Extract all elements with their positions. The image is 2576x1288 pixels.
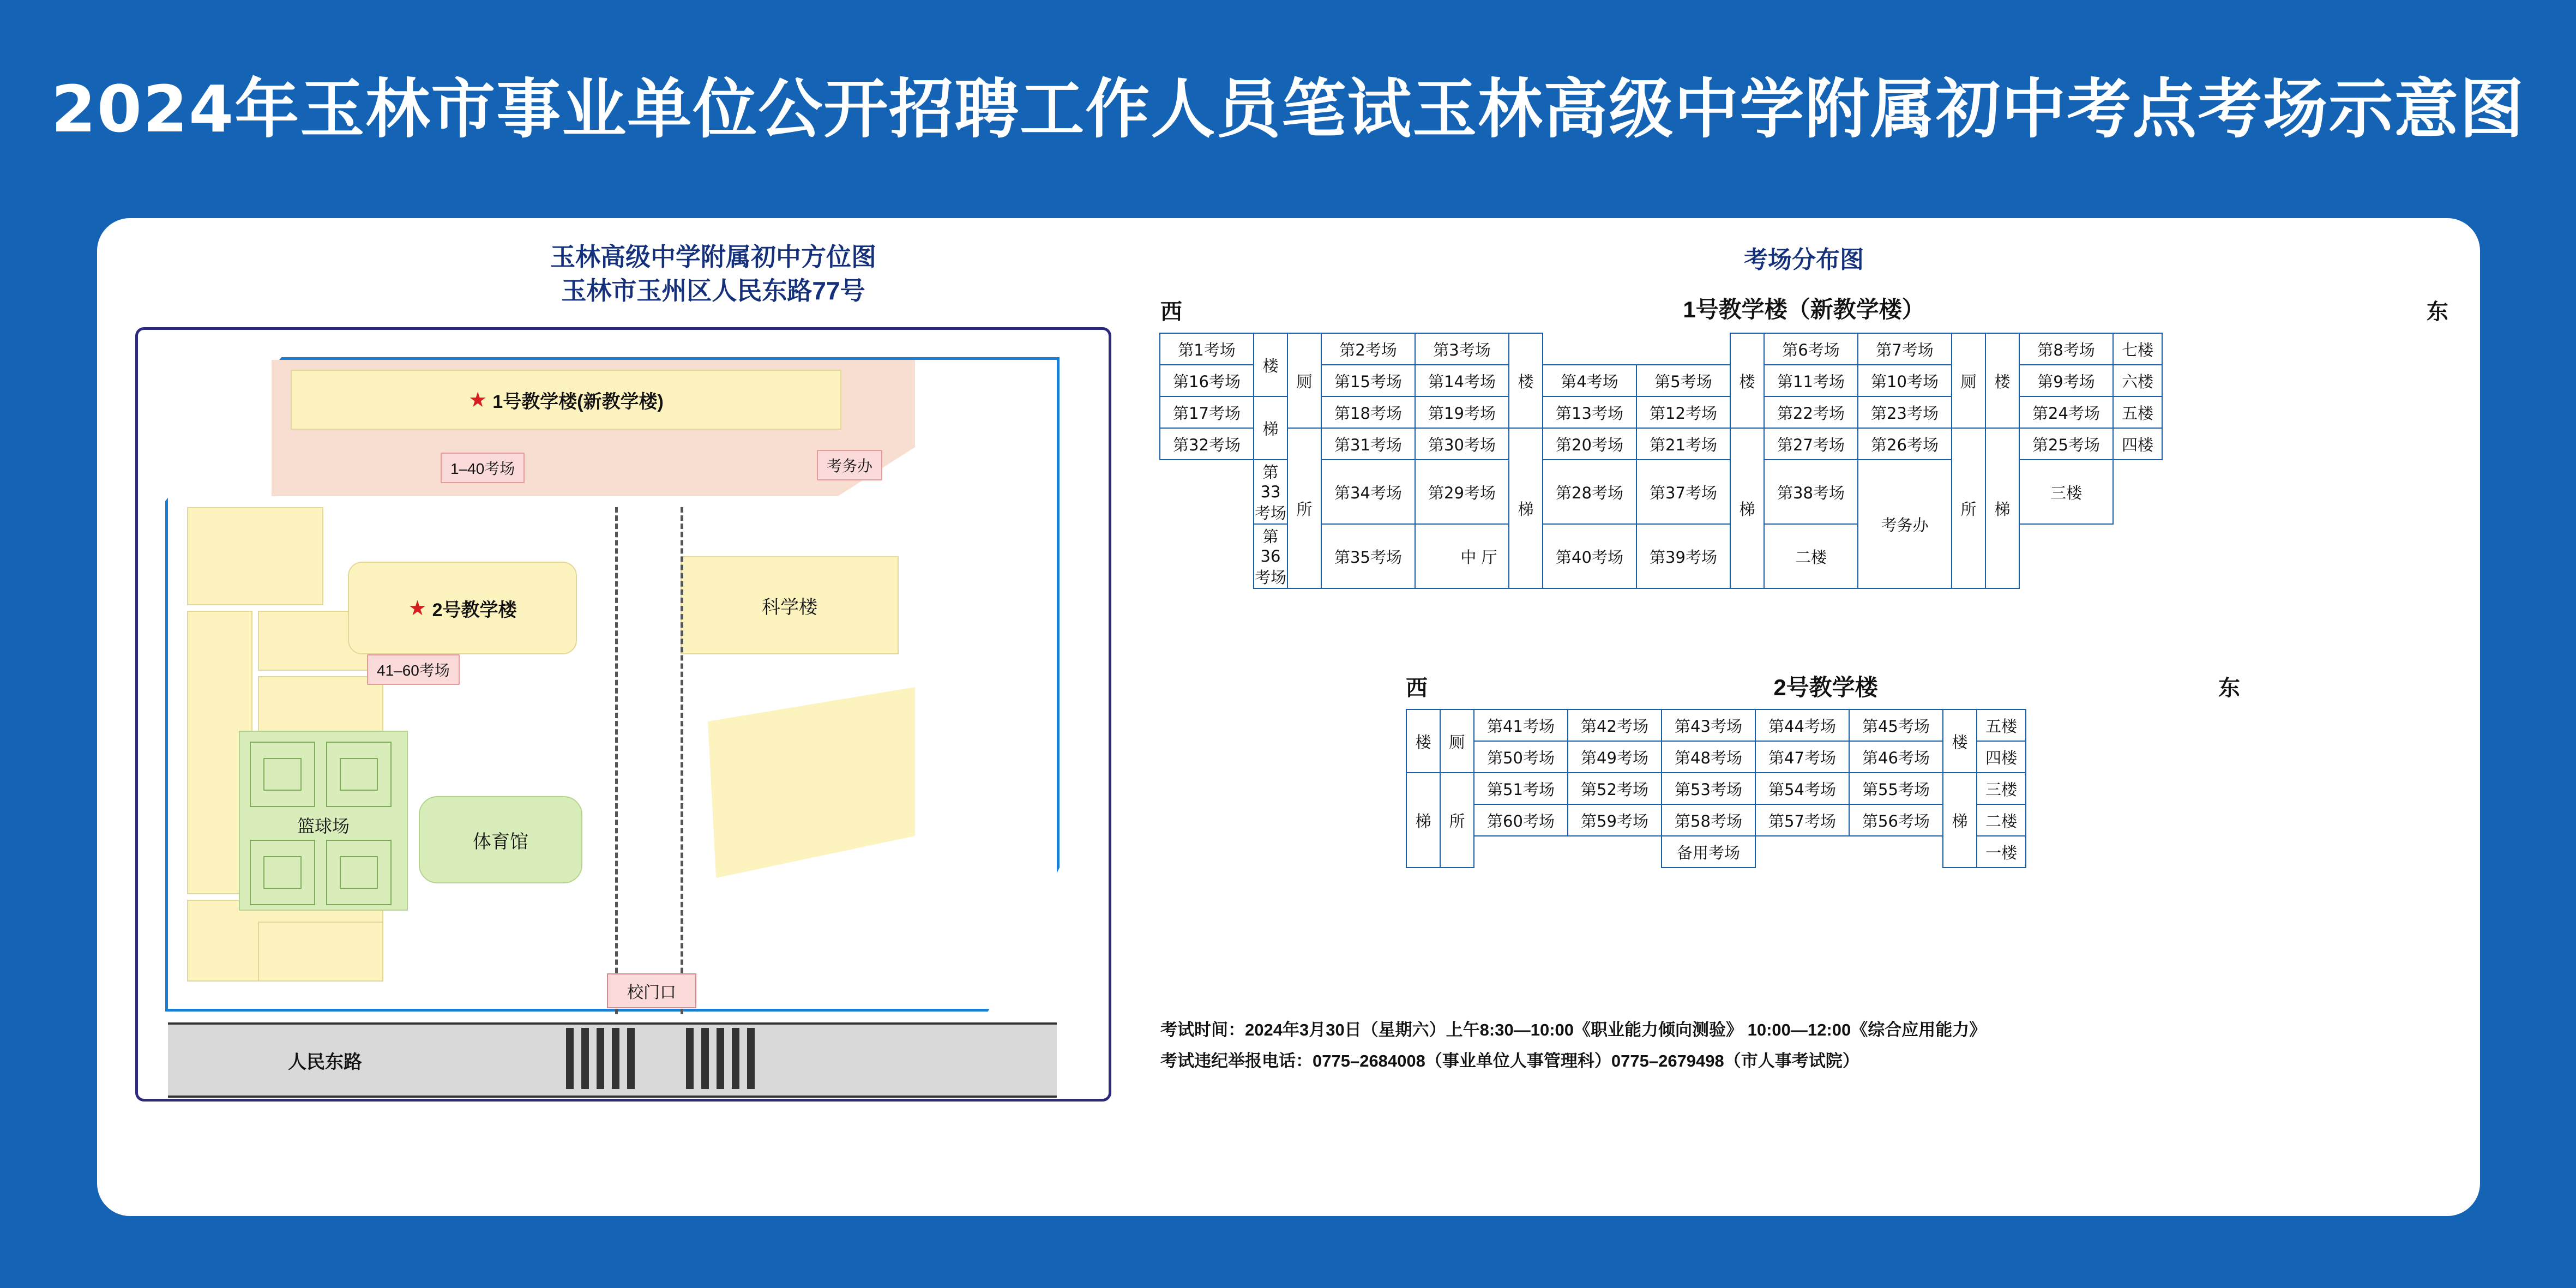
room-cell: 第31考场 xyxy=(1321,428,1415,460)
room-cell: 第50考场 xyxy=(1474,741,1568,773)
room-cell: 第24考场 xyxy=(2019,396,2113,428)
empty-cell xyxy=(1755,836,1849,868)
room-cell: 第60考场 xyxy=(1474,804,1568,836)
floor-label: 二楼 xyxy=(1977,804,2026,836)
room-cell: 第22考场 xyxy=(1764,396,1858,428)
map-crosswalk-left xyxy=(566,1028,637,1089)
room-cell: 第12考场 xyxy=(1636,396,1730,428)
court-inner-3 xyxy=(263,856,302,889)
room-cell: 第56考场 xyxy=(1849,804,1943,836)
room-cell: 第1考场 xyxy=(1160,333,1254,365)
map-block-f xyxy=(258,922,383,982)
hall-cell: 中 厅 xyxy=(1415,524,1543,588)
room-cell: 第34考场 xyxy=(1321,460,1415,524)
report-phone-note: 考试违纪举报电话：0775–2684008（事业单位人事管理科）0775–2679498（市人事考试院） xyxy=(1160,1051,1859,1071)
direction-west-1: 西 xyxy=(1160,300,1182,324)
table-row xyxy=(1406,773,2026,804)
room-cell: 第3考场 xyxy=(1415,333,1509,365)
map-building-2 xyxy=(348,562,577,654)
map-building-1 xyxy=(291,370,841,430)
room-cell: 第40考场 xyxy=(1543,524,1636,588)
table-row xyxy=(1406,804,2026,836)
room-cell: 第9考场 xyxy=(2019,365,2113,396)
room-cell: 第13考场 xyxy=(1543,396,1636,428)
room-cell: 第20考场 xyxy=(1543,428,1636,460)
empty-cell xyxy=(1543,333,1730,365)
empty-cell xyxy=(1568,836,1662,868)
stair-cell-far-bottom: 梯 xyxy=(1985,428,2019,588)
floor-label: 三楼 xyxy=(1977,773,2026,804)
map-tag-exam-office: 考务办 xyxy=(817,450,882,480)
room-cell: 第39考场 xyxy=(1636,524,1730,588)
room-cell: 第44考场 xyxy=(1755,709,1849,741)
room-cell: 第30考场 xyxy=(1415,428,1509,460)
wc-cell-b2-left-top: 厕 xyxy=(1440,709,1474,773)
room-cell: 第21考场 xyxy=(1636,428,1730,460)
room-cell: 第46考场 xyxy=(1849,741,1943,773)
stair-cell-far-top: 楼 xyxy=(1985,333,2019,428)
stair-cell-b2-left-bottom: 梯 xyxy=(1406,773,1440,868)
building-2-table-title: 2号教学楼 xyxy=(1773,675,1878,700)
map-road-dashed-left xyxy=(615,507,618,1014)
room-cell: 第33考场 xyxy=(1254,460,1287,524)
campus-map-heading-line2: 玉林市玉州区人民东路77号 xyxy=(561,276,865,305)
room-cell: 第4考场 xyxy=(1543,365,1636,396)
floor-label: 一楼 xyxy=(1977,836,2026,868)
room-cell: 第54考场 xyxy=(1755,773,1849,804)
room-cell: 第43考场 xyxy=(1662,709,1755,741)
room-cell: 第55考场 xyxy=(1849,773,1943,804)
room-cell: 第2考场 xyxy=(1321,333,1415,365)
wc-cell-left-bottom: 所 xyxy=(1287,428,1321,588)
floor-label: 四楼 xyxy=(2113,428,2162,460)
room-cell: 第45考场 xyxy=(1849,709,1943,741)
wc-cell-left-top: 厕 xyxy=(1287,333,1321,428)
exam-time-note: 考试时间：2024年3月30日（星期六）上午8:30—10:00《职业能力倾向测验》 10:00—12:00《综合应用能力》 xyxy=(1160,1020,1987,1039)
exam-office-cell: 考务办 xyxy=(1858,460,1952,588)
room-distribution-panel xyxy=(1149,218,2458,1216)
room-cell: 第32考场 xyxy=(1160,428,1254,460)
campus-map-heading xyxy=(402,240,1024,308)
map-school-gate: 校门口 xyxy=(607,973,696,1008)
page-title: 2024年玉林市事业单位公开招聘工作人员笔试玉林高级中学附属初中考点考场示意图 xyxy=(51,71,2525,147)
room-cell: 第47考场 xyxy=(1755,741,1849,773)
court-inner-2 xyxy=(340,758,378,791)
room-cell: 第58考场 xyxy=(1662,804,1755,836)
map-gymnasium xyxy=(419,796,582,883)
empty-cell xyxy=(1160,524,1254,588)
room-cell: 第52考场 xyxy=(1568,773,1662,804)
content-card xyxy=(97,218,2480,1216)
room-cell: 第29考场 xyxy=(1415,460,1509,524)
empty-cell xyxy=(1849,836,1943,868)
building-1-table xyxy=(1159,333,2163,589)
empty-cell xyxy=(1160,460,1254,524)
stair-cell-right-top: 楼 xyxy=(1730,333,1764,428)
map-tag-rooms-41-60: 41–60考场 xyxy=(367,654,460,685)
room-distribution-title: 考场分布图 xyxy=(1744,246,1864,273)
room-cell: 第8考场 xyxy=(2019,333,2113,365)
room-cell: 第11考场 xyxy=(1764,365,1858,396)
room-cell: 第59考场 xyxy=(1568,804,1662,836)
room-cell: 第38考场 xyxy=(1764,460,1858,524)
room-cell: 第15考场 xyxy=(1321,365,1415,396)
room-cell: 第36考场 xyxy=(1254,524,1287,588)
map-science-building xyxy=(681,556,899,654)
stair-cell-b2-left-top: 楼 xyxy=(1406,709,1440,773)
map-block-a xyxy=(187,507,323,605)
table-row xyxy=(1406,836,2026,868)
wc-cell-far-bottom: 所 xyxy=(1952,428,1985,588)
table-row xyxy=(1160,428,2162,460)
floor-label: 五楼 xyxy=(2113,396,2162,428)
star-icon: ★ xyxy=(468,388,487,412)
map-street-label: 人民东路 xyxy=(288,1052,362,1073)
campus-map xyxy=(135,327,1117,1156)
room-cell: 第42考场 xyxy=(1568,709,1662,741)
room-cell: 第41考场 xyxy=(1474,709,1568,741)
room-cell: 第18考场 xyxy=(1321,396,1415,428)
poster-title-bar xyxy=(51,60,2525,147)
floor-label: 二楼 xyxy=(1764,524,1858,588)
map-basketball-court-label: 篮球场 xyxy=(297,816,350,836)
floor-label: 三楼 xyxy=(2019,460,2113,524)
room-cell: 第37考场 xyxy=(1636,460,1730,524)
table-row xyxy=(1160,333,2162,365)
court-inner-4 xyxy=(340,856,378,889)
room-cell: 第14考场 xyxy=(1415,365,1509,396)
room-cell: 第51考场 xyxy=(1474,773,1568,804)
map-building-2-label: 2号教学楼 xyxy=(432,599,517,621)
wc-cell-far-top: 厕 xyxy=(1952,333,1985,428)
room-cell: 第35考场 xyxy=(1321,524,1415,588)
stair-cell-b2-right-bottom: 梯 xyxy=(1943,773,1977,868)
campus-map-heading-line1: 玉林高级中学附属初中方位图 xyxy=(550,243,876,271)
stair-cell-b2-right-top: 楼 xyxy=(1943,709,1977,773)
floor-label: 五楼 xyxy=(1977,709,2026,741)
room-cell: 第28考场 xyxy=(1543,460,1636,524)
floor-label: 七楼 xyxy=(2113,333,2162,365)
map-block-d xyxy=(258,676,383,736)
stair-cell-mid-bottom: 梯 xyxy=(1509,428,1543,588)
empty-cell xyxy=(1474,836,1568,868)
room-cell: 第23考场 xyxy=(1858,396,1952,428)
stair-cell-right-bottom: 梯 xyxy=(1730,428,1764,588)
spare-room-cell: 备用考场 xyxy=(1662,836,1755,868)
room-cell: 第57考场 xyxy=(1755,804,1849,836)
map-building-1-label: 1号教学楼(新教学楼) xyxy=(492,391,664,412)
floor-label: 六楼 xyxy=(2113,365,2162,396)
exam-notes xyxy=(1160,1014,2458,1077)
room-cell: 第16考场 xyxy=(1160,365,1254,396)
room-cell: 第6考场 xyxy=(1764,333,1858,365)
direction-west-2: 西 xyxy=(1406,676,1428,700)
room-cell: 第10考场 xyxy=(1858,365,1952,396)
room-cell: 第49考场 xyxy=(1568,741,1662,773)
floor-label: 四楼 xyxy=(1977,741,2026,773)
table-row xyxy=(1406,741,2026,773)
room-cell: 第48考场 xyxy=(1662,741,1755,773)
building-2-table xyxy=(1406,709,2026,868)
map-tag-rooms-1-40: 1–40考场 xyxy=(441,453,525,483)
wc-cell-b2-left-bottom: 所 xyxy=(1440,773,1474,868)
direction-east-2: 东 xyxy=(2218,676,2240,700)
map-road-dashed-right xyxy=(681,507,683,1014)
room-cell: 第26考场 xyxy=(1858,428,1952,460)
star-icon-2: ★ xyxy=(408,597,427,620)
room-cell: 第19考场 xyxy=(1415,396,1509,428)
stair-cell-mid-top: 楼 xyxy=(1509,333,1543,428)
stair-cell-left-bottom: 梯 xyxy=(1254,396,1287,460)
room-cell: 第25考场 xyxy=(2019,428,2113,460)
court-inner-1 xyxy=(263,758,302,791)
map-gymnasium-label: 体育馆 xyxy=(473,831,528,852)
building-1-table-title: 1号教学楼（新教学楼） xyxy=(1683,297,1925,322)
room-cell: 第53考场 xyxy=(1662,773,1755,804)
map-crosswalk-right xyxy=(686,1028,757,1089)
room-cell: 第5考场 xyxy=(1636,365,1730,396)
direction-east-1: 东 xyxy=(2427,300,2448,324)
room-cell: 第27考场 xyxy=(1764,428,1858,460)
table-row xyxy=(1406,709,2026,741)
stair-cell-left-top: 楼 xyxy=(1254,333,1287,396)
room-cell: 第17考场 xyxy=(1160,396,1254,428)
room-cell: 第7考场 xyxy=(1858,333,1952,365)
map-science-building-label: 科学楼 xyxy=(762,597,817,618)
